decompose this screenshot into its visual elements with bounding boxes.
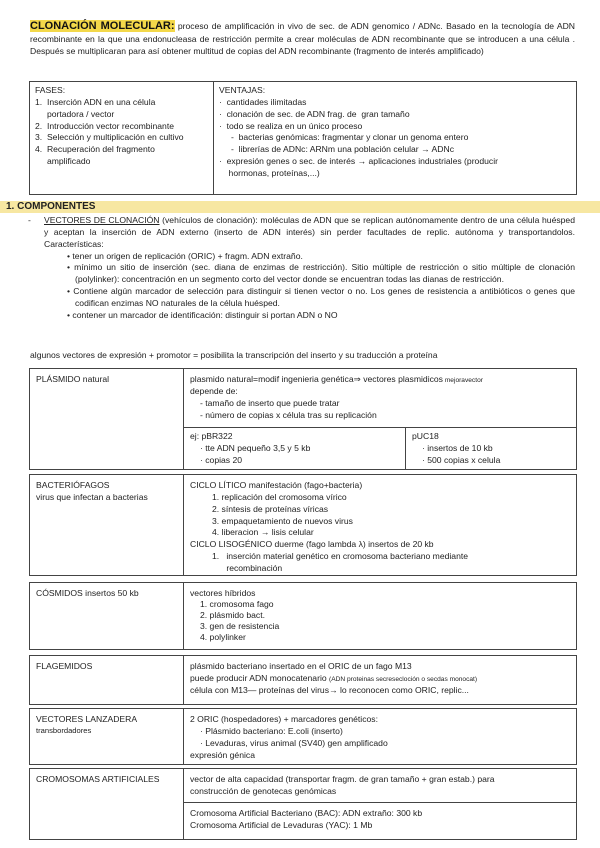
lisogenico-item: recombinación: [212, 563, 283, 574]
plasmido-line1-text: plasmido natural=modif ingenieria genética⇒ vectores plasmidicos: [190, 374, 443, 384]
cosmidos-content: [184, 583, 576, 649]
puc18-item: · insertos de 10 kb: [422, 442, 493, 453]
flagemidos-line1: plásmido bacteriano insertado en el ORIC de un fago M13: [190, 661, 412, 671]
lisogenico-item: 1. inserción material genético en cromosoma bacteriano mediante: [212, 551, 469, 562]
fase-item: 4. Recuperación del fragmento: [35, 144, 155, 155]
flagemidos-content: [184, 656, 576, 704]
bacteriofagos-label-cell: [30, 475, 184, 575]
componentes-block: [30, 215, 575, 322]
flagemidos-line2-note: (ADN proteinas secresecloción o secdas monocat): [329, 675, 478, 683]
caracteristica-item: • mínimo un sitio de inserción (sec. diana de enzimas de restricción). Sitio múltiple de restricción o sitio múltiple de clonación (polylinker): concentración en un segmento corto del vector donde se encuentran todas las dianas de restricción.: [67, 262, 575, 285]
plasmido-item: - número de copias x célula tras su replicación: [200, 409, 377, 420]
row-plasmido: [29, 368, 577, 470]
plasmido-line1: [190, 374, 570, 386]
ventaja-item: · expresión genes o sec. de interés → aplicaciones industriales (producir: [219, 156, 498, 167]
puc18-title: pUC18: [412, 431, 439, 441]
fases-column: [30, 82, 213, 194]
pbr322-item: · tte ADN pequeño 3,5 y 5 kb: [200, 442, 311, 453]
lanzadera-item: · Levaduras, virus animal (SV40) gen amplificado: [200, 737, 388, 748]
pbr322-cell: [184, 428, 406, 469]
caracteristica-item: • contener un marcador de identificación: distinguir si portan ADN o NO: [67, 309, 338, 320]
fases-ventajas-box: [29, 81, 577, 195]
cromosomas-line1: vector de alta capacidad (transportar fragm. de gran tamaño + gran estab.) para: [190, 774, 495, 784]
row-lanzadera: [29, 708, 577, 765]
cosmidos-item: 2. plásmido bact.: [200, 610, 265, 620]
fase-item: 2. Introducción vector recombinante: [35, 120, 175, 131]
ventaja-item: hormonas, proteínas,...): [219, 168, 320, 179]
caracteristica-item: • Contiene algún marcador de selección para distinguir si tienen vector o no. Los genes de resistencia a antibióticos o genes que codifican enzimas NO naturales de la célula huésped.: [67, 286, 575, 309]
vectores-text: (vehículos de clonación): moléculas de ADN que se replican autónomamente dentro de una célula huésped y aceptan la inserción de ADN externo (inserto de ADN interés) sin perder facultades de replic. autónoma y transportandolos. Características:: [44, 215, 575, 249]
ventaja-item: · cantidades ilimitadas: [219, 96, 307, 107]
yac-line: Cromosoma Artificial de Levaduras (YAC): 1 Mb: [190, 819, 373, 830]
ventajas-column: [213, 82, 576, 194]
litico-item: 4. liberacion → lisis celular: [212, 527, 314, 538]
bacteriofagos-label: BACTERIÓFAGOS: [36, 480, 110, 490]
lanzadera-sublabel: transbordadores: [36, 725, 92, 735]
ventaja-item: · todo se realiza en un único proceso: [219, 120, 363, 131]
plasmido-item: - tamaño de inserto que puede tratar: [200, 397, 340, 408]
fase-item: 3. Selección y multiplicación en cultivo: [35, 132, 184, 143]
flagemidos-line2: [190, 673, 570, 685]
row-bacteriofagos: [29, 474, 577, 576]
caracteristica-item: • tener un origen de replicación (ORIC) + fragm. ADN extraño.: [67, 250, 303, 261]
bac-line: Cromosoma Artificial Bacteriano (BAC): ADN extraño: 300 kb: [190, 808, 423, 818]
pbr322-item: · copias 20: [200, 454, 243, 465]
fases-header: FASES:: [35, 85, 66, 95]
caracteristicas-list: [30, 251, 575, 322]
row-flagemidos: [29, 655, 577, 705]
dash-marker: -: [28, 215, 31, 225]
plasmido-label: PLÁSMIDO natural: [30, 369, 184, 469]
lanzadera-item: · Plásmido bacteriano: E.coli (inserto): [200, 725, 343, 736]
fases-list: [35, 97, 208, 168]
ventajas-header: VENTAJAS:: [219, 85, 266, 95]
cosmidos-item: 1. cromosoma fago: [200, 599, 274, 609]
bacteriofagos-content: [184, 475, 576, 575]
ventajas-list: [219, 97, 571, 180]
lanzadera-line2: expresión génica: [190, 749, 255, 760]
flagemidos-label: FLAGEMIDOS: [30, 656, 184, 704]
lanzadera-content: [184, 709, 576, 764]
flagemidos-line3: célula con M13— proteínas del virus→ lo reconocen como ORIC, replic...: [190, 684, 469, 695]
lanzadera-line1: 2 ORIC (hospedadores) + marcadores genéticos:: [190, 714, 378, 724]
litico-item: 2. síntesis de proteínas víricas: [212, 503, 329, 514]
cromosomas-line2: construcción de genotecas genómicas: [190, 785, 337, 796]
vectores-title: VECTORES DE CLONACIÓN: [44, 215, 160, 225]
litico-item: 1. replicación del cromosoma vírico: [212, 491, 347, 502]
lanzadera-label-cell: [30, 709, 184, 764]
bacteriofagos-sublabel: virus que infectan a bacterias: [36, 491, 148, 502]
cromosomas-types: [184, 802, 576, 839]
pbr322-title: ej: pBR322: [190, 431, 233, 441]
expression-note: algunos vectores de expresión + promotor = posibilita la transcripción del inserto y su traducción a proteína: [30, 350, 438, 360]
row-cromosomas: [29, 768, 577, 840]
section-componentes: 1. COMPONENTES: [0, 201, 600, 213]
puc18-cell: [406, 428, 576, 469]
cromosomas-label: CROMOSOMAS ARTIFICIALES: [30, 769, 184, 839]
ventaja-item: - bacterias genómicas: fragmentar y clonar un genoma entero: [219, 132, 469, 143]
fase-item: portadora / vector: [35, 108, 115, 119]
ventaja-item: - librerías de ADNc: ARNm una población celular → ADNc: [219, 144, 454, 155]
intro-paragraph: [30, 19, 575, 58]
lanzadera-label: VECTORES LANZADERA: [36, 714, 138, 724]
fase-item: 1. Inserción ADN en una célula: [35, 96, 156, 107]
intro-title: CLONACIÓN MOLECULAR:: [30, 20, 175, 32]
plasmido-line2: depende de:: [190, 385, 238, 396]
fase-item: amplificado: [35, 156, 91, 167]
vectores-paragraph: [30, 215, 575, 251]
cosmidos-label: CÓSMIDOS insertos 50 kb: [30, 583, 184, 649]
ciclo-litico: CICLO LÍTICO manifestación (fago+bacteria): [190, 480, 363, 490]
cosmidos-item: 4. polylinker: [200, 632, 246, 642]
litico-item: 3. empaquetamiento de nuevos virus: [212, 515, 353, 526]
ciclo-lisogenico: CICLO LISOGÉNICO duerme (fago lambda λ) insertos de 20 kb: [190, 539, 434, 550]
row-cosmidos: [29, 582, 577, 650]
cosmidos-item: 3. gen de resistencia: [200, 621, 280, 631]
plasmido-line1-note: mejoravector: [442, 377, 483, 384]
cosmidos-title: vectores híbridos: [190, 588, 256, 598]
plasmido-examples: [184, 427, 576, 469]
ventaja-item: · clonación de sec. de ADN frag. de gran tamaño: [219, 108, 410, 119]
puc18-item: · 500 copias x celula: [422, 454, 501, 465]
flagemidos-line2-text: puede producir ADN monocatenario: [190, 672, 330, 683]
intro-text: proceso de amplificación in vivo de sec. de ADN genomico / ADNc. Basado en la tecnología de ADN recombinante en la que una endonucleasa de restricción permite a crear moléculas de ADN recombinante que se introducen a una célula . Después se multiplicaran para así obtener multitud de copias del ADN recombinante (fragmento de interés amplificado): [30, 21, 575, 57]
